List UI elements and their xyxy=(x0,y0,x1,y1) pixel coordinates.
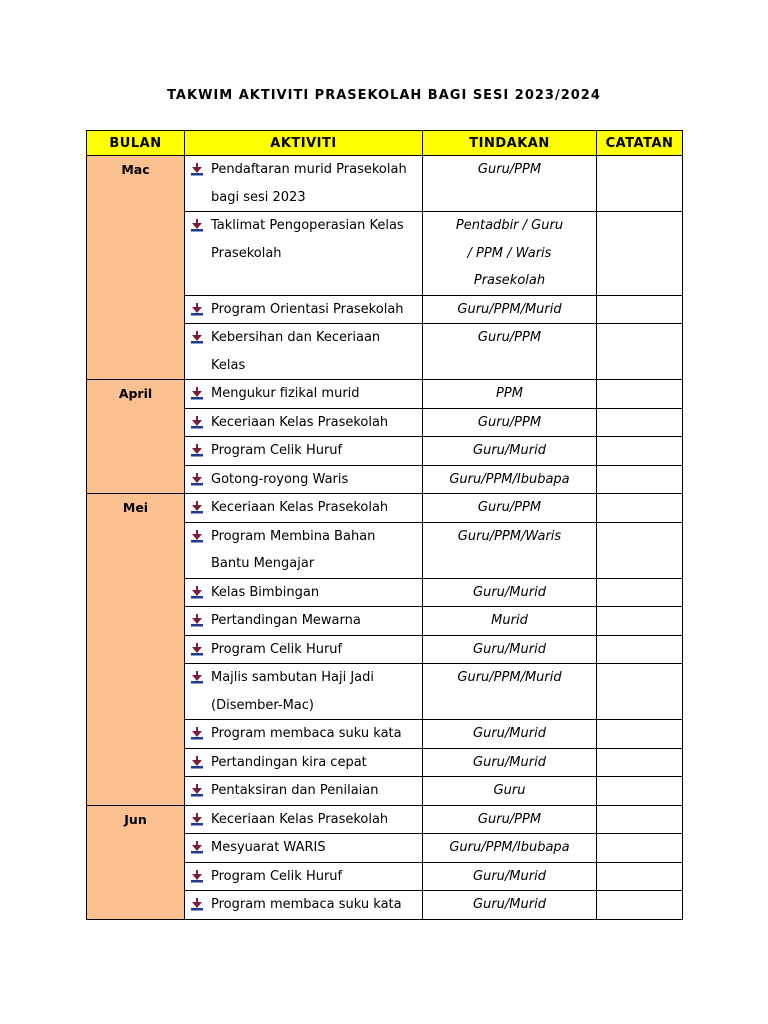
action-text: Guru/Murid xyxy=(473,584,546,600)
action-text: Guru/PPM xyxy=(477,162,542,177)
action-cell xyxy=(423,408,597,437)
activity-cell xyxy=(185,862,423,891)
activity-text: Keceriaan Kelas Prasekolah xyxy=(211,811,389,827)
down-arrow-bullet-icon xyxy=(191,834,211,861)
activity-text: Program Celik Huruf xyxy=(211,868,343,884)
action-cell xyxy=(423,607,597,636)
action-cell xyxy=(423,437,597,466)
down-arrow-bullet-icon xyxy=(191,156,211,183)
remarks-cell xyxy=(597,805,683,834)
activity-text: Program Orientasi Prasekolah xyxy=(211,301,404,317)
remarks-cell xyxy=(597,437,683,466)
activity-cell xyxy=(185,156,423,212)
activity-text: Prasekolah xyxy=(211,245,282,261)
activity-cell xyxy=(185,635,423,664)
down-arrow-bullet-icon xyxy=(191,777,211,804)
remarks-cell xyxy=(597,408,683,437)
activity-text: Kelas xyxy=(211,357,246,373)
activity-cell xyxy=(185,664,423,720)
table-row xyxy=(87,156,683,212)
remarks-cell xyxy=(597,607,683,636)
down-arrow-bullet-icon xyxy=(191,806,211,833)
action-cell xyxy=(423,295,597,324)
activity-text: Bantu Mengajar xyxy=(211,556,315,571)
remarks-cell xyxy=(597,324,683,380)
activity-text: Taklimat Pengoperasian Kelas xyxy=(211,218,404,233)
down-arrow-bullet-icon xyxy=(191,523,211,550)
activity-text: Pendaftaran murid Prasekolah xyxy=(211,162,407,177)
down-arrow-bullet-icon xyxy=(191,720,211,747)
action-cell xyxy=(423,805,597,834)
remarks-cell xyxy=(597,720,683,749)
remarks-cell xyxy=(597,664,683,720)
action-text: / PPM / Waris xyxy=(467,245,552,261)
activity-text: Keceriaan Kelas Prasekolah xyxy=(211,414,389,430)
table-row xyxy=(87,805,683,834)
month-cell: Mei xyxy=(87,494,185,806)
action-text: Guru/Murid xyxy=(473,868,546,884)
activity-text: Program Membina Bahan xyxy=(211,528,376,544)
activity-cell xyxy=(185,720,423,749)
activity-text: Keceriaan Kelas Prasekolah xyxy=(211,500,389,515)
down-arrow-bullet-icon xyxy=(191,380,211,407)
action-text: Guru/Murid xyxy=(473,897,546,912)
remarks-cell xyxy=(597,635,683,664)
activity-text: Majlis sambutan Haji Jadi xyxy=(211,670,375,685)
activity-cell xyxy=(185,805,423,834)
action-text: Murid xyxy=(491,613,528,628)
activity-text: Mesyuarat WARIS xyxy=(211,840,326,855)
activity-text: Pertandingan kira cepat xyxy=(211,754,367,770)
action-text: Prasekolah xyxy=(473,273,546,288)
remarks-cell xyxy=(597,465,683,494)
action-cell xyxy=(423,834,597,863)
down-arrow-bullet-icon xyxy=(191,607,211,634)
header-catatan: CATATAN xyxy=(597,131,683,156)
action-cell xyxy=(423,862,597,891)
action-cell xyxy=(423,380,597,409)
month-cell: Jun xyxy=(87,805,185,919)
activity-text: Kebersihan dan Keceriaan xyxy=(211,330,381,345)
down-arrow-bullet-icon xyxy=(191,324,211,351)
activity-cell xyxy=(185,437,423,466)
down-arrow-bullet-icon xyxy=(191,212,211,239)
down-arrow-bullet-icon xyxy=(191,636,211,663)
down-arrow-bullet-icon xyxy=(191,437,211,464)
remarks-cell xyxy=(597,777,683,806)
table-row xyxy=(87,494,683,523)
table-header-row xyxy=(87,131,683,156)
action-cell xyxy=(423,578,597,607)
activity-cell xyxy=(185,748,423,777)
activity-calendar-table xyxy=(86,130,683,920)
remarks-cell xyxy=(597,380,683,409)
activity-cell xyxy=(185,212,423,296)
down-arrow-bullet-icon xyxy=(191,494,211,521)
activity-cell xyxy=(185,834,423,863)
remarks-cell xyxy=(597,834,683,863)
activity-text: (Disember-Mac) xyxy=(211,697,314,713)
document-title: TAKWIM AKTIVITI PRASEKOLAH BAGI SESI 2023/2024 xyxy=(167,88,601,103)
remarks-cell xyxy=(597,862,683,891)
action-cell xyxy=(423,156,597,212)
activity-text: Gotong-royong Waris xyxy=(211,471,349,487)
remarks-cell xyxy=(597,891,683,920)
action-cell xyxy=(423,522,597,578)
action-cell xyxy=(423,664,597,720)
header-tindakan: TINDAKAN xyxy=(423,131,597,156)
activity-text: Program Celik Huruf xyxy=(211,641,343,657)
remarks-cell xyxy=(597,156,683,212)
action-cell xyxy=(423,212,597,296)
header-aktiviti: AKTIVITI xyxy=(185,131,423,156)
activity-text: Program membaca suku kata xyxy=(211,726,402,741)
activity-cell xyxy=(185,607,423,636)
down-arrow-bullet-icon xyxy=(191,891,211,918)
table-row xyxy=(87,380,683,409)
activity-text: Kelas Bimbingan xyxy=(211,584,320,600)
activity-text: bagi sesi 2023 xyxy=(211,189,306,205)
action-text: Guru/Murid xyxy=(473,641,546,657)
activity-cell xyxy=(185,324,423,380)
remarks-cell xyxy=(597,494,683,523)
activity-text: Program membaca suku kata xyxy=(211,897,402,912)
action-text: Guru/PPM/Murid xyxy=(457,301,562,317)
action-cell xyxy=(423,891,597,920)
action-text: Guru/PPM xyxy=(477,330,542,345)
action-cell xyxy=(423,777,597,806)
down-arrow-bullet-icon xyxy=(191,579,211,606)
activity-cell xyxy=(185,380,423,409)
activity-cell xyxy=(185,295,423,324)
activity-cell xyxy=(185,465,423,494)
header-bulan: BULAN xyxy=(87,131,185,156)
down-arrow-bullet-icon xyxy=(191,466,211,493)
action-text: Guru/PPM xyxy=(477,414,542,430)
action-text: Guru/PPM xyxy=(477,500,542,515)
action-text: Guru/Murid xyxy=(473,754,546,770)
activity-cell xyxy=(185,891,423,920)
action-cell xyxy=(423,324,597,380)
action-text: Guru/PPM xyxy=(477,811,542,827)
activity-text: Pertandingan Mewarna xyxy=(211,613,361,628)
activity-text: Mengukur fizikal murid xyxy=(211,386,360,401)
activity-cell xyxy=(185,522,423,578)
action-text: Guru/PPM/Murid xyxy=(457,670,562,685)
action-text: Guru xyxy=(493,783,526,798)
down-arrow-bullet-icon xyxy=(191,863,211,890)
down-arrow-bullet-icon xyxy=(191,409,211,436)
activity-cell xyxy=(185,777,423,806)
remarks-cell xyxy=(597,295,683,324)
activity-cell xyxy=(185,408,423,437)
table-body xyxy=(87,156,683,920)
down-arrow-bullet-icon xyxy=(191,664,211,691)
activity-cell xyxy=(185,494,423,523)
down-arrow-bullet-icon xyxy=(191,296,211,323)
month-cell: April xyxy=(87,380,185,494)
action-cell xyxy=(423,720,597,749)
action-text: Guru/PPM/Ibubapa xyxy=(449,840,570,855)
action-cell xyxy=(423,635,597,664)
down-arrow-bullet-icon xyxy=(191,749,211,776)
remarks-cell xyxy=(597,748,683,777)
remarks-cell xyxy=(597,578,683,607)
action-cell xyxy=(423,465,597,494)
action-text: Guru/PPM/Waris xyxy=(457,528,562,544)
remarks-cell xyxy=(597,212,683,296)
action-text: PPM xyxy=(496,386,523,401)
activity-text: Pentaksiran dan Penilaian xyxy=(211,783,379,798)
action-text: Pentadbir / Guru xyxy=(455,218,564,233)
activity-cell xyxy=(185,578,423,607)
action-cell xyxy=(423,494,597,523)
month-cell: Mac xyxy=(87,156,185,380)
action-text: Guru/Murid xyxy=(473,443,546,458)
action-cell xyxy=(423,748,597,777)
action-text: Guru/Murid xyxy=(473,726,546,741)
activity-text: Program Celik Huruf xyxy=(211,443,343,458)
action-text: Guru/PPM/Ibubapa xyxy=(449,471,570,487)
remarks-cell xyxy=(597,522,683,578)
